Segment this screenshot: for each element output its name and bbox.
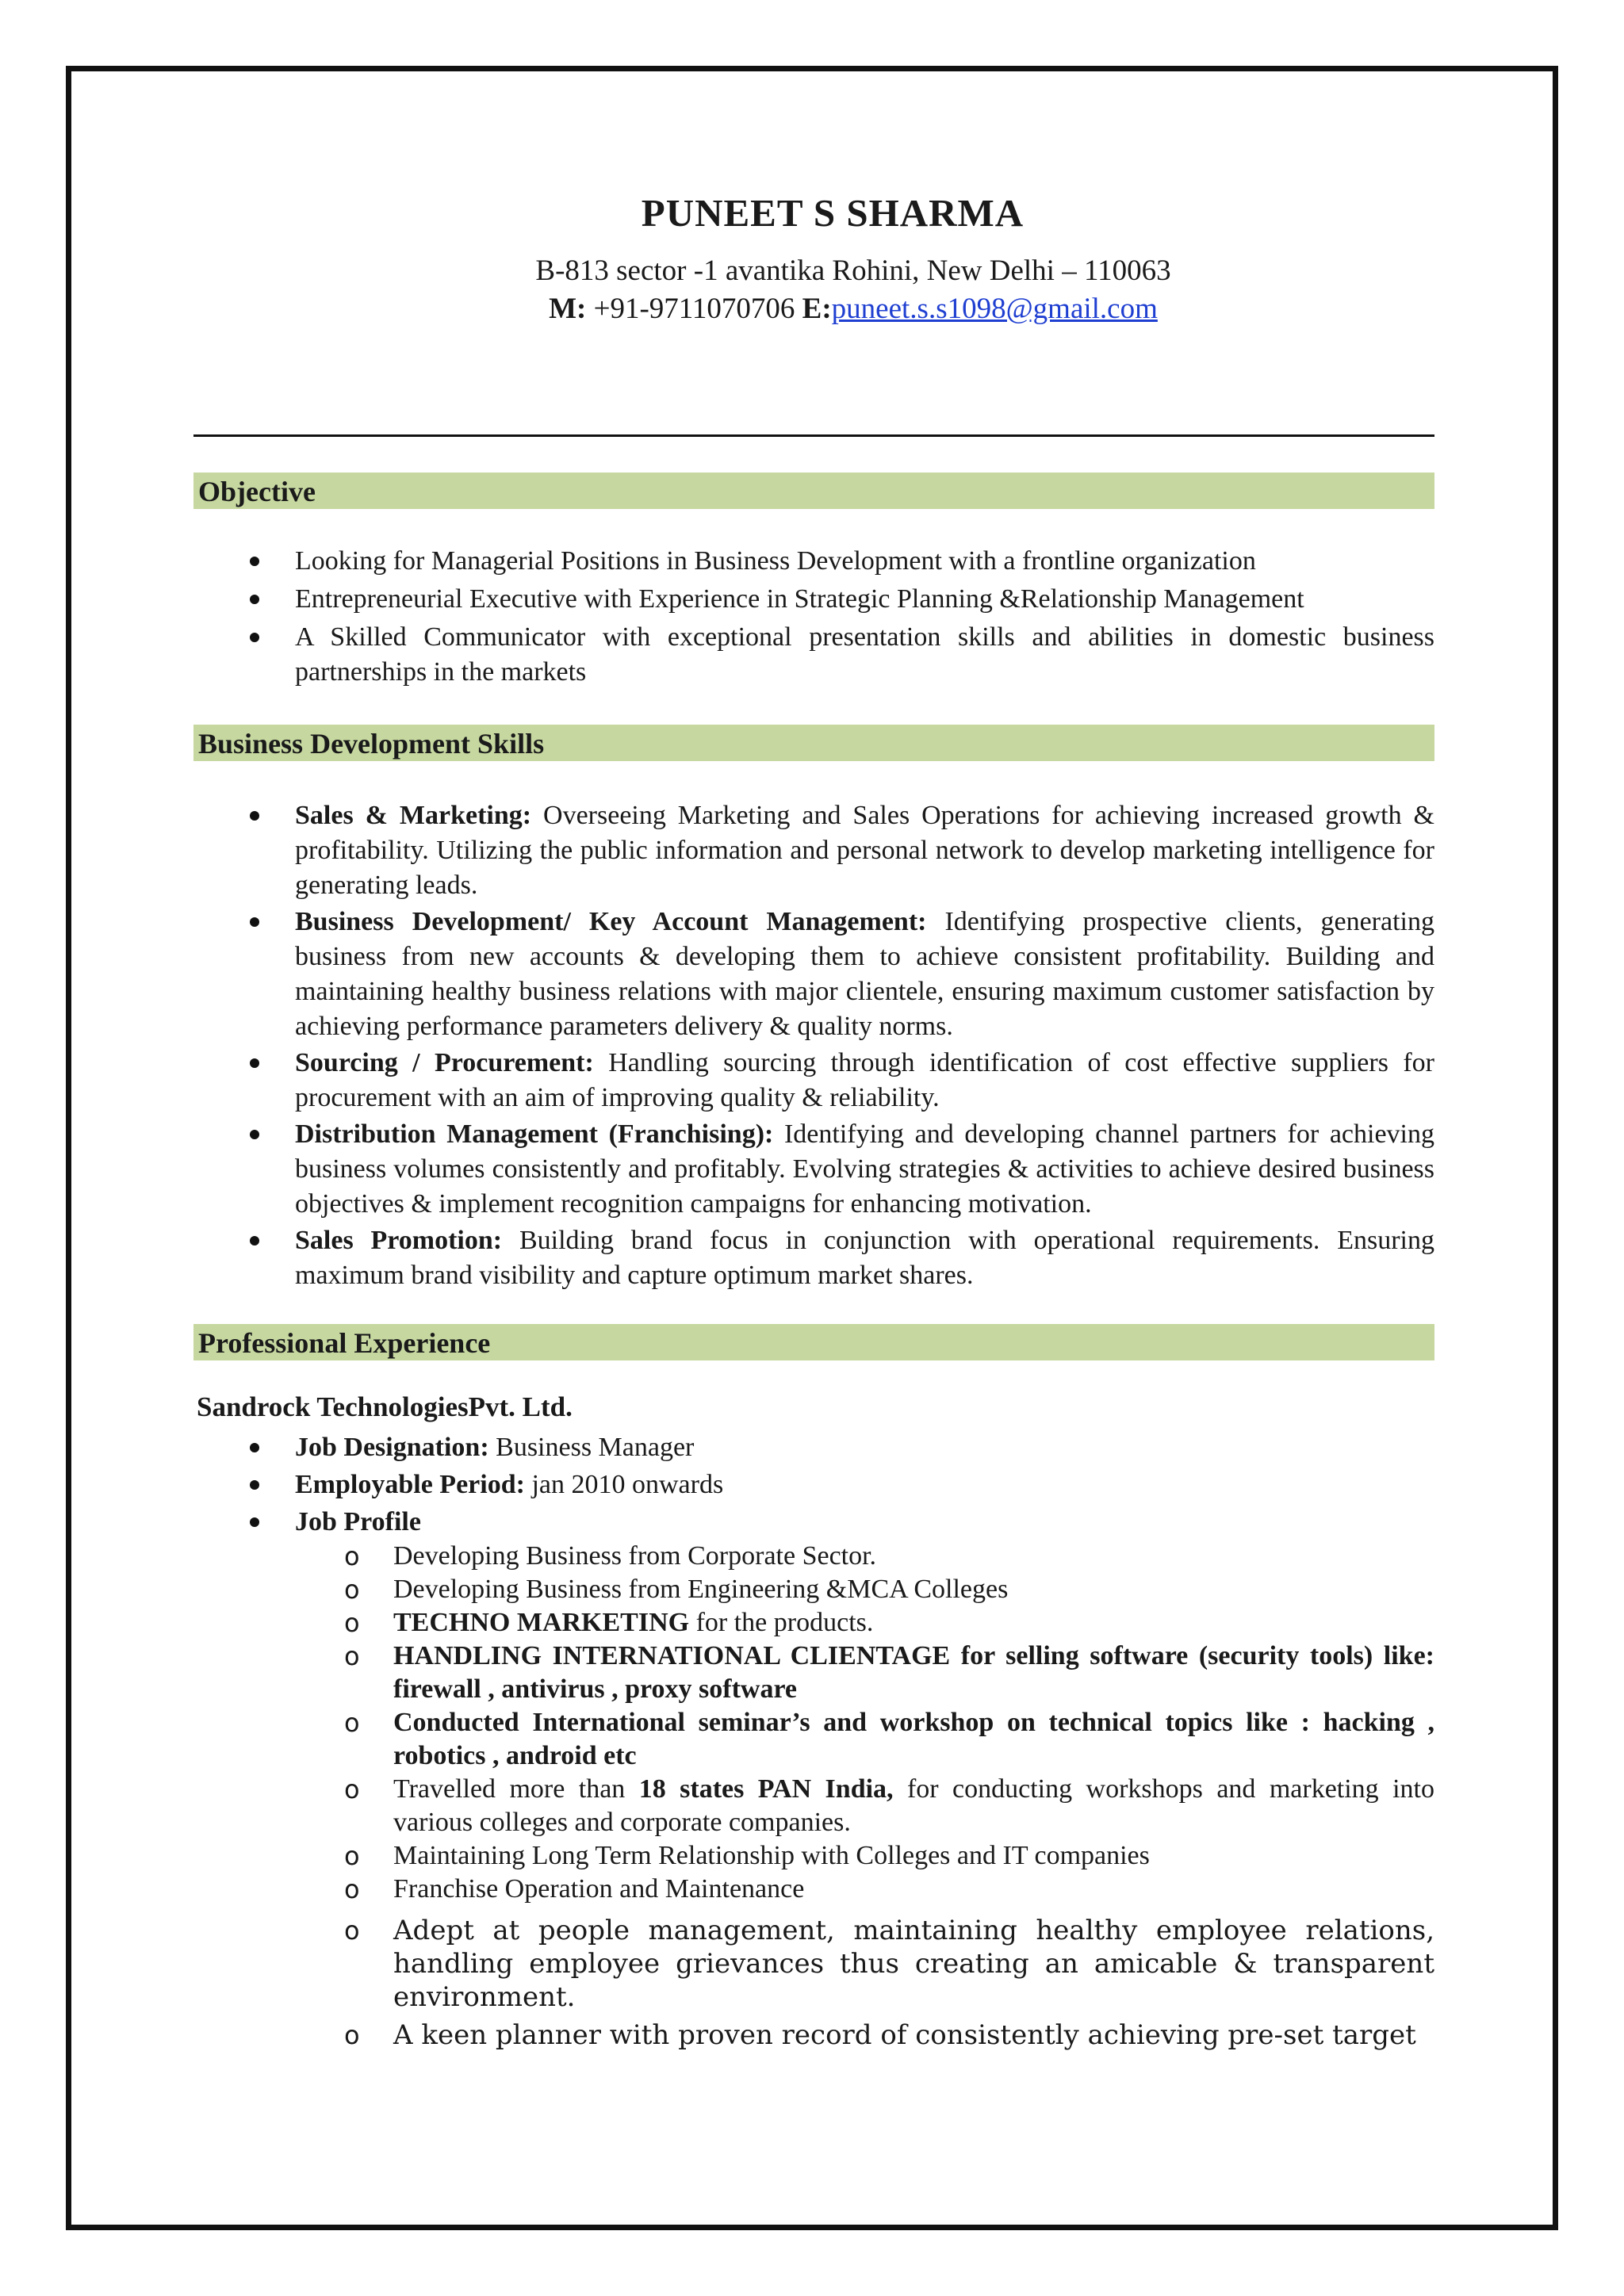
bullet-icon — [250, 1058, 259, 1068]
bullet-icon — [250, 1480, 259, 1490]
list-item: o Travelled more than 18 states PAN India, for conducting workshops and marketing into various colleges and corporate companies. — [344, 1774, 1434, 1837]
bullet-icon — [250, 917, 259, 927]
list-item: Looking for Managerial Positions in Business Development with a frontline organization — [193, 544, 1434, 579]
list-item: Sales & Marketing: Overseeing Marketing and Sales Operations for achieving increased growth & profitability. Utilizing the public information and personal network to develop marketing intelligence for generating leads. — [193, 798, 1434, 903]
contact-line — [41, 292, 1624, 326]
list-item: o Adept at people management, maintaining healthy employee relations, handling employee grievances thus creating an amicable & transparent environment. — [344, 1915, 1434, 2013]
bullet-icon — [250, 595, 259, 604]
job-details-list — [193, 1430, 1434, 1540]
job-profile-list — [193, 1540, 1434, 2052]
circle-bullet-icon: o — [344, 2020, 360, 2050]
bullet-icon — [250, 1236, 259, 1246]
circle-bullet-icon: o — [344, 1575, 360, 1605]
list-item: Distribution Management (Franchising): Identifying and developing channel partners for achieving business volumes consistently and profitably. Evolving strategies & activities to achieve desired business objectives & implement recognition campaigns for enhancing motivation. — [193, 1117, 1434, 1222]
section-experience-heading: Professional Experience — [193, 1324, 1434, 1360]
candidate-name: PUNEET S SHARMA — [641, 191, 1025, 235]
list-item: o Franchise Operation and Maintenance — [344, 1874, 805, 1904]
list-item: Sourcing / Procurement: Handling sourcing through identification of cost effective suppliers for procurement with an aim of improving quality & reliability. — [193, 1046, 1434, 1115]
header-divider — [193, 434, 1434, 437]
list-item: o Maintaining Long Term Relationship with Colleges and IT companies — [344, 1841, 1150, 1871]
circle-bullet-icon: o — [344, 1641, 360, 1671]
bullet-icon — [250, 811, 259, 821]
circle-bullet-icon: o — [344, 1708, 360, 1738]
email-link[interactable]: puneet.s.s1098@gmail.com — [831, 293, 1158, 325]
circle-bullet-icon: o — [344, 1541, 360, 1571]
circle-bullet-icon: o — [344, 1874, 360, 1904]
mobile-number: +91-9711070706 — [593, 293, 795, 325]
bullet-icon — [250, 1130, 259, 1139]
email-label: E: — [802, 293, 832, 325]
company-name: Sandrock TechnologiesPvt. Ltd. — [197, 1391, 573, 1422]
list-item: o HANDLING INTERNATIONAL CLIENTAGE for selling software (security tools) like: firewall , antivirus , proxy software — [344, 1641, 1434, 1704]
list-item: o A keen planner with proven record of consistently achieving pre-set target — [344, 2019, 1416, 2051]
skills-list — [193, 798, 1434, 1293]
address: B-813 sector -1 avantika Rohini, New Delhi – 110063 — [535, 254, 1171, 287]
objective-list — [193, 544, 1434, 690]
bullet-icon — [250, 1443, 259, 1452]
circle-bullet-icon: o — [344, 1841, 360, 1871]
circle-bullet-icon: o — [344, 1608, 360, 1638]
list-item: Sales Promotion: Building brand focus in conjunction with operational requirements. Ensuring maximum brand visibility and capture optimum market shares. — [193, 1223, 1434, 1293]
bullet-icon — [250, 557, 259, 566]
list-item: Entrepreneurial Executive with Experience in Strategic Planning &Relationship Management — [193, 582, 1434, 617]
list-item: Employable Period: jan 2010 onwards — [193, 1468, 1434, 1502]
list-item: A Skilled Communicator with exceptional presentation skills and abilities in domestic business partnerships in the markets — [193, 620, 1434, 690]
bullet-icon — [250, 633, 259, 642]
list-item: o Developing Business from Engineering &MCA Colleges — [344, 1575, 1009, 1605]
list-item: Business Development/ Key Account Management: Identifying prospective clients, generating business from new accounts & developing them to achieve consistent profitability. Building and maintaining healthy business relations with major clientele, ensuring maximum customer satisfaction by achieving performance parameters delivery & quality norms. — [193, 905, 1434, 1044]
circle-bullet-icon: o — [344, 1774, 360, 1804]
mobile-label: M: — [549, 293, 587, 325]
list-item: o TECHNO MARKETING for the products. — [344, 1608, 874, 1638]
list-item: o Developing Business from Corporate Sector. — [344, 1541, 877, 1571]
list-item: o Conducted International seminar’s and workshop on technical topics like : hacking , robotics , android etc — [344, 1708, 1434, 1770]
section-objective-heading: Objective — [193, 473, 1434, 509]
list-item: Job Designation: Business Manager — [193, 1430, 1434, 1465]
bullet-icon — [250, 1517, 259, 1527]
section-skills-heading: Business Development Skills — [193, 725, 1434, 761]
circle-bullet-icon: o — [344, 1915, 360, 1946]
list-item: Job Profile — [193, 1505, 1434, 1540]
